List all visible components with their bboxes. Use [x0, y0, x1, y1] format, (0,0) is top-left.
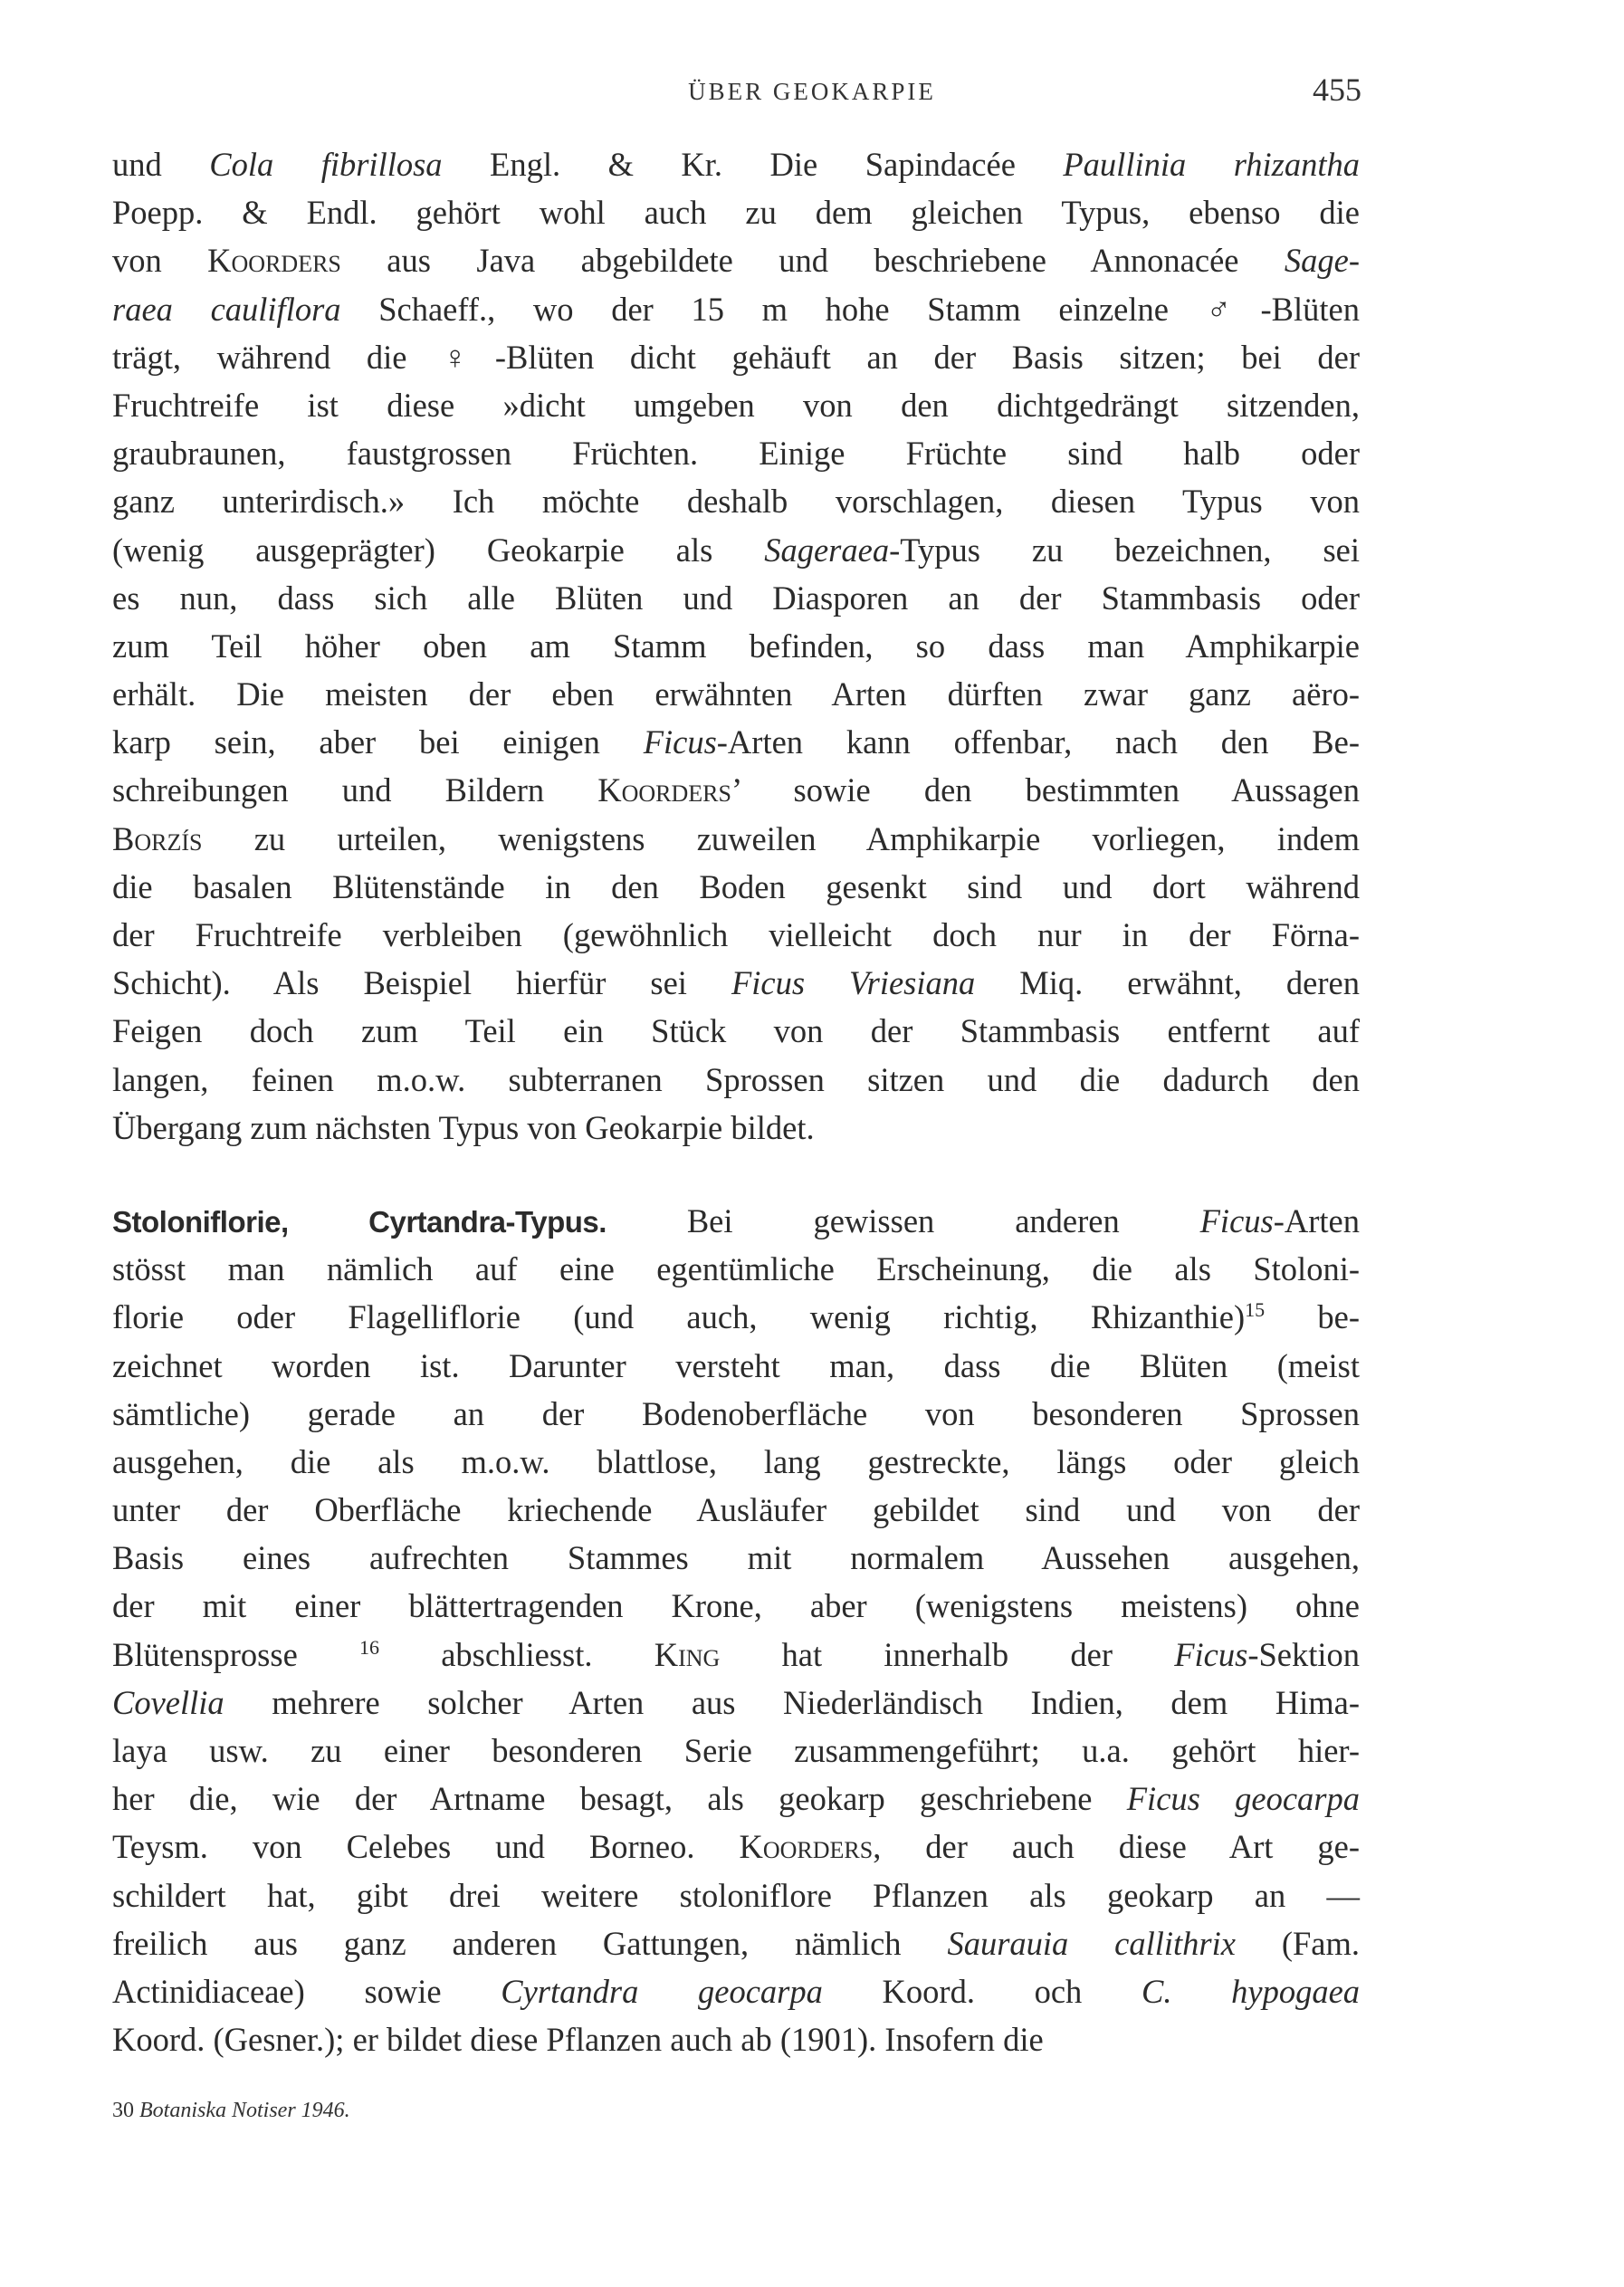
text-run: Fruchtreife ist diese »dicht umgeben von den dichtgedrängt sitzenden, [112, 386, 1360, 424]
text-run: Actinidiaceae) sowie [112, 1972, 502, 2010]
text-run: unter der Oberfläche kriechende Ausläufer gebildet sind und von der [112, 1491, 1360, 1529]
text-run: Miq. erwähnt, deren [975, 964, 1360, 1002]
text-run: Koord. och [822, 1972, 1142, 2010]
text-line [112, 333, 1360, 381]
text-line [112, 1967, 1360, 2015]
page-number: 455 [1313, 72, 1361, 108]
text-line [112, 670, 1360, 718]
text-line [112, 1245, 1360, 1293]
text-run: ’ sowie den bestimmten Aussagen [731, 771, 1360, 809]
text-line [112, 718, 1360, 766]
running-title: ÜBER GEOKARPIE [688, 78, 936, 105]
text-line [112, 1342, 1360, 1390]
text-run: Borzís [112, 819, 203, 857]
paragraph-stoloniflorie [112, 1197, 1360, 2063]
text-line [112, 1727, 1360, 1775]
text-run: graubraunen, faustgrossen Früchten. Einige Früchte sind halb oder [112, 435, 1360, 473]
text-run: freilich aus ganz anderen Gattungen, nämlich [112, 1924, 948, 1962]
text-line [112, 188, 1360, 236]
text-run: laya usw. zu einer besonderen Serie zusammengeführt; u.a. gehört hier- [112, 1732, 1360, 1769]
text-run: Ficus [1199, 1201, 1274, 1239]
text-line [112, 1486, 1360, 1534]
text-line [112, 1631, 1360, 1679]
text-line [112, 285, 1360, 333]
text-run: Poepp. & Endl. gehört wohl auch zu dem gleichen Typus, ebenso die [112, 194, 1360, 232]
text-line [112, 526, 1360, 574]
paragraph-geokarpie-sageraea [112, 140, 1360, 1152]
text-run: Feigen doch zum Teil ein Stück von der Stammbasis entfernt auf [112, 1012, 1360, 1050]
text-run: ganz unterirdisch.» Ich möchte deshalb vorschlagen, diesen Typus von [112, 483, 1360, 521]
text-run: florie oder Flagelliflorie (und auch, wenig richtig, Rhizanthie) [112, 1298, 1246, 1336]
text-run: langen, feinen m.o.w. subterranen Sprossen sitzen und die dadurch den [112, 1060, 1360, 1098]
text-run: aus Java abgebildete und beschriebene Annonacée [340, 242, 1285, 280]
text-line [112, 1775, 1360, 1823]
text-line [112, 1679, 1360, 1727]
footnote-ref: 16 [359, 1635, 380, 1659]
text-line [112, 959, 1360, 1007]
page-footer [112, 2099, 350, 2123]
text-run: Bei gewissen anderen [606, 1201, 1200, 1239]
text-run: zeichnet worden ist. Darunter versteht man, dass die Blüten (meist [112, 1346, 1360, 1384]
text-line [112, 1007, 1360, 1055]
text-run: -Typus zu bezeichnen, sei [889, 531, 1360, 569]
text-run: be- [1265, 1298, 1360, 1336]
journal-reference: Botaniska Notiser 1946. [139, 2099, 350, 2122]
text-run: Basis eines aufrechten Stammes mit normalem Aussehen ausgehen, [112, 1539, 1360, 1577]
text-run: her die, wie der Artname besagt, als geokarp geschriebene [112, 1780, 1127, 1818]
paragraph-gap [112, 1152, 1360, 1197]
text-line [112, 1197, 1360, 1245]
text-run: stösst man nämlich auf eine egentümliche Erscheinung, die als Stoloni- [112, 1250, 1360, 1288]
text-run: Schaeff., wo der 15 m hohe Stamm einzelne ♂-Blüten [340, 290, 1360, 328]
text-line [112, 140, 1360, 188]
text-run: Schicht). Als Beispiel hierfür sei [112, 964, 731, 1002]
text-run: ausgehen, die als m.o.w. blattlose, lang gestreckte, längs oder gleich [112, 1442, 1360, 1480]
text-run: schildert hat, gibt drei weitere stoloniflore Pflanzen als geokarp an — [112, 1876, 1360, 1914]
text-line [112, 1104, 1360, 1152]
text-run: trägt, während die ♀-Blüten dicht gehäuft an der Basis sitzen; bei der [112, 338, 1360, 376]
section-heading: Stoloniflorie, Cyrtandra-Typus. [112, 1204, 607, 1239]
text-run: mehrere solcher Arten aus Niederländisch Indien, dem Hima- [224, 1683, 1360, 1721]
text-line [112, 1823, 1360, 1871]
text-run: Blütensprosse [112, 1635, 360, 1673]
text-line [112, 1293, 1360, 1341]
text-run: zu urteilen, wenigstens zuweilen Amphikarpie vorliegen, indem [202, 819, 1360, 857]
text-line [112, 815, 1360, 863]
text-run: Ficus [1174, 1635, 1248, 1673]
text-run: der Fruchtreife verbleiben (gewöhnlich vielleicht doch nur in der Förna- [112, 916, 1360, 953]
text-run: Ficus geocarpa [1126, 1780, 1360, 1818]
text-run: und [112, 146, 210, 183]
text-run: hat innerhalb der [720, 1635, 1175, 1673]
text-run: Sage- [1284, 242, 1361, 280]
body-text [112, 140, 1360, 2063]
text-line [112, 1438, 1360, 1486]
text-run: zum Teil höher oben am Stamm befinden, so dass man Amphikarpie [112, 627, 1360, 665]
text-line [112, 236, 1360, 284]
text-run: Sageraea [764, 531, 890, 569]
text-run: -Sektion [1247, 1635, 1360, 1673]
text-run: sämtliche) gerade an der Bodenoberfläche von besonderen Sprossen [112, 1394, 1360, 1432]
text-run: Engl. & Kr. Die Sapindacée [442, 146, 1064, 183]
text-run: Covellia [112, 1683, 224, 1721]
text-run: Koorders [739, 1828, 874, 1866]
text-run: raea cauliflora [112, 290, 341, 328]
text-run: abschliesst. [379, 1635, 654, 1673]
text-run: die basalen Blütenstände in den Boden gesenkt sind und dort während [112, 867, 1360, 905]
text-run: Ficus [643, 723, 717, 761]
text-run: , der auch diese Art ge- [873, 1828, 1360, 1866]
text-run: King [654, 1635, 721, 1673]
page-header [0, 71, 1624, 116]
footnote-ref: 15 [1245, 1298, 1266, 1322]
text-run: Cyrtandra geocarpa [501, 1972, 823, 2010]
text-run: Übergang zum nächsten Typus von Geokarpie bildet. [112, 1108, 815, 1146]
text-run: Teysm. von Celebes und Borneo. [112, 1828, 740, 1866]
text-run: Ficus Vriesiana [731, 964, 976, 1002]
text-run: -Arten kann offenbar, nach den Be- [716, 723, 1360, 761]
text-run: -Arten [1273, 1201, 1360, 1239]
text-run: es nun, dass sich alle Blüten und Diasporen an der Stammbasis oder [112, 579, 1360, 617]
text-line [112, 1534, 1360, 1582]
text-line [112, 766, 1360, 814]
text-line [112, 622, 1360, 670]
text-run: (wenig ausgeprägter) Geokarpie als [112, 531, 765, 569]
text-run: Saurauia callithrix [947, 1924, 1236, 1962]
text-line [112, 429, 1360, 477]
text-line [112, 477, 1360, 525]
text-line [112, 574, 1360, 622]
text-run: der mit einer blättertragenden Krone, aber (wenigstens meistens) ohne [112, 1587, 1360, 1625]
text-run: Paullinia rhizantha [1063, 146, 1361, 183]
text-line [112, 381, 1360, 429]
text-run: Koorders [597, 771, 731, 809]
text-run: Koord. (Gesner.); er bildet diese Pflanzen auch ab (1901). Insofern die [112, 2021, 1044, 2059]
text-line [112, 1056, 1360, 1104]
text-line [112, 1582, 1360, 1630]
text-line [112, 1919, 1360, 1967]
text-run: (Fam. [1235, 1924, 1361, 1962]
text-run: schreibungen und Bildern [112, 771, 598, 809]
text-run: Cola fibrillosa [209, 146, 443, 183]
signature-number: 30 [112, 2099, 134, 2122]
text-line [112, 863, 1360, 911]
text-run: karp sein, aber bei einigen [112, 723, 644, 761]
text-run: erhält. Die meisten der eben erwähnten Arten dürften zwar ganz aëro- [112, 675, 1360, 713]
text-line [112, 2015, 1360, 2063]
text-line [112, 1871, 1360, 1919]
text-run: von [112, 242, 208, 280]
text-run: Koorders [207, 242, 341, 280]
text-run: C. hypogaea [1141, 1972, 1361, 2010]
text-line [112, 1390, 1360, 1438]
text-line [112, 911, 1360, 959]
